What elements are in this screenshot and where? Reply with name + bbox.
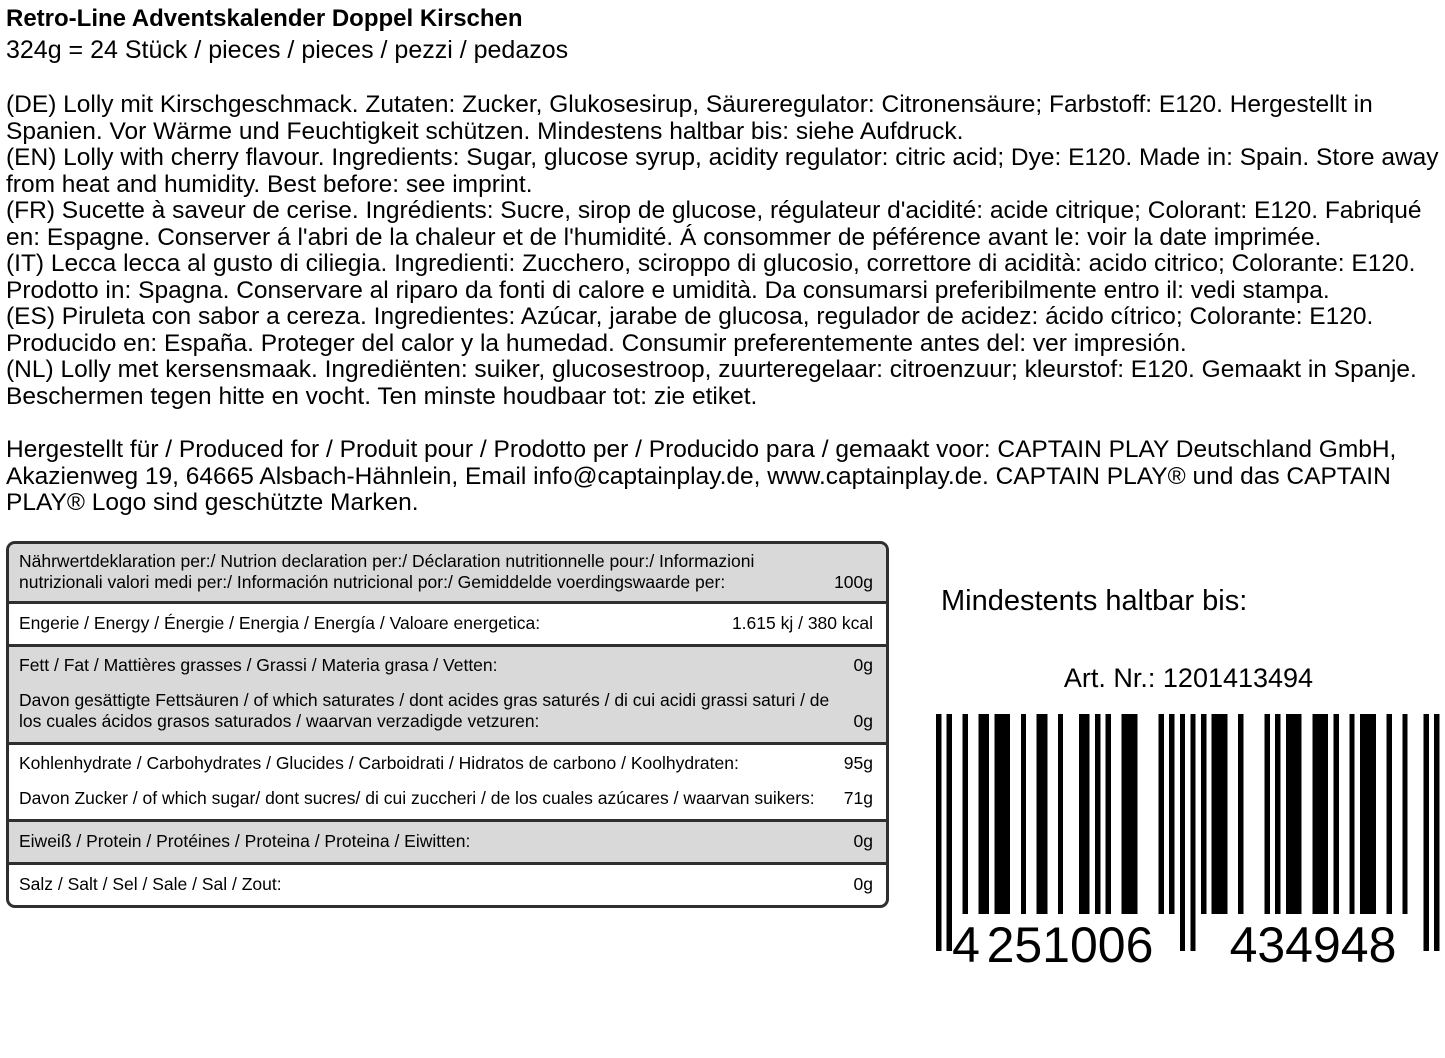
description-es: (ES) Piruleta con sabor a cereza. Ingredientes: Azúcar, jarabe de glucosa, regulador de acidez: ácido cítrico; Colorante: E120. Producido en: España. Proteger del calor y la humedad. Consumir preferentemente antes del: ver impresión.: [6, 303, 1374, 357]
nutrition-header-label: Nährwertdeklaration per:/ Nutrion declaration per:/ Déclaration nutritionnelle pour:/ Informazioni nutrizionali valori medi per:/ Información nutricional por:/ Gemiddelde voerdingswaarde per:: [19, 550, 755, 592]
energy-label: Engerie / Energy / Énergie / Energia / Energía / Valoare energetica:: [19, 612, 541, 633]
salt-label: Salz / Salt / Sel / Sale / Sal / Zout:: [19, 873, 282, 894]
nutrition-row-protein: [9, 822, 886, 862]
nutrition-row-fat: [9, 647, 886, 676]
sugars-label: Davon Zucker / of which sugar/ dont sucres/ di cui zuccheri / de los cuales azúcares / waarvan suikers:: [19, 787, 815, 808]
product-title: Retro-Line Adventskalender Doppel Kirschen: [6, 5, 523, 32]
nutrition-table: [6, 541, 889, 908]
description-nl: (NL) Lolly met kersensmaak. Ingrediënten: suiker, glucosestroop, zuurteregelaar: citroenzuur; kleurstof: E120. Gemaakt in Spanje. Beschermen tegen hitte en vocht. Ten minste houdbaar tot: zie etiket.: [6, 356, 1417, 410]
protein-value: 0g: [853, 830, 873, 851]
salt-value: 0g: [853, 873, 873, 894]
description-en: (EN) Lolly with cherry flavour. Ingredients: Sugar, glucose syrup, acidity regulator: citric acid; Dye: E120. Made in: Spain. Store away from heat and humidity. Best before: see imprint.: [6, 144, 1439, 198]
protein-label: Eiweiß / Protein / Protéines / Proteina / Proteina / Eiwitten:: [19, 830, 471, 851]
label-header: [6, 4, 1439, 66]
nutrition-header-section: [9, 544, 886, 601]
fat-label: Fett / Fat / Mattières grasses / Grassi / Materia grasa / Vetten:: [19, 654, 498, 675]
right-column: [889, 541, 1439, 975]
svg-text:434948: 434948: [1229, 916, 1397, 973]
nutrition-section-salt: [9, 862, 886, 905]
description-fr: (FR) Sucette à saveur de cerise. Ingrédients: Sucre, sirop de glucose, régulateur d'acidité: acide citrique; Colorant: E120. Fabriqué en: Espagne. Conserver á l'abri de la chaleur et de l'humidité. Á consommer de péférence avant le: voir la date imprimée.: [6, 197, 1422, 251]
ingredients-descriptions: [6, 92, 1439, 410]
svg-text:251006: 251006: [986, 916, 1154, 973]
svg-text:4: 4: [952, 916, 980, 973]
carbohydrates-label: Kohlenhydrate / Carbohydrates / Glucides / Carboidrati / Hidratos de carbono / Koolhydraten:: [19, 752, 739, 773]
nutrition-header-value: 100g: [834, 571, 873, 592]
description-it: (IT) Lecca lecca al gusto di ciliegia. Ingredienti: Zucchero, sciroppo di glucosio, correttore di acidità: acido citrico; Colorante: E120. Prodotto in: Spagna. Conservare al riparo da fonti di calore e umidità. Da consumarsi preferibilmente entro il: vedi stampa.: [6, 250, 1416, 304]
ean13-barcode: [936, 714, 1445, 973]
nutrition-section-fat: [9, 644, 886, 742]
saturates-value: 0g: [853, 710, 873, 731]
nutrition-row-salt: [9, 865, 886, 905]
saturates-label: Davon gesättigte Fettsäuren / of which saturates / dont acides gras saturés / di cui acidi grassi saturi / de los cuales ácidos grasos saturados / waarvan verzadigde vetzuren:: [19, 689, 830, 731]
nutrition-section-energy: [9, 601, 886, 644]
nutrition-section-protein: [9, 819, 886, 862]
nutrition-row-energy: [9, 604, 886, 644]
nutrition-row-carbohydrates: [9, 745, 886, 774]
carbohydrates-value: 95g: [843, 752, 873, 773]
nutrition-header-row: [9, 544, 886, 601]
article-number: Art. Nr.: 1201413494: [1063, 662, 1314, 693]
nutrition-row-saturates: [9, 676, 886, 742]
nutrition-section-carbohydrates: [9, 742, 886, 819]
product-quantity: 324g = 24 Stück / pieces / pieces / pezzi / pedazos: [6, 36, 569, 64]
best-before-label: Mindestents haltbar bis:: [941, 584, 1248, 617]
sugars-value: 71g: [843, 787, 873, 808]
description-de: (DE) Lolly mit Kirschgeschmack. Zutaten: Zucker, Glukosesirup, Säureregulator: Citronensäure; Farbstoff: E120. Hergestellt in Spanien. Vor Wärme und Feuchtigkeit schützen. Mindestens haltbar bis: siehe Aufdruck.: [6, 91, 1373, 145]
producer-info: [6, 437, 1439, 517]
nutrition-row-sugars: [9, 774, 886, 819]
producer-text: Hergestellt für / Produced for / Produit pour / Prodotto per / Producido para / gemaakt voor: CAPTAIN PLAY Deutschland GmbH, Akazienweg 19, 64665 Alsbach-Hähnlein, Email info@captainplay.de, www.captainplay.de. CAPTAIN PLAY® und das CAPTAIN PLAY® Logo sind geschützte Marken.: [6, 436, 1397, 516]
fat-value: 0g: [853, 654, 873, 675]
energy-value: 1.615 kj / 380 kcal: [731, 612, 873, 633]
bottom-section: [6, 541, 1439, 975]
